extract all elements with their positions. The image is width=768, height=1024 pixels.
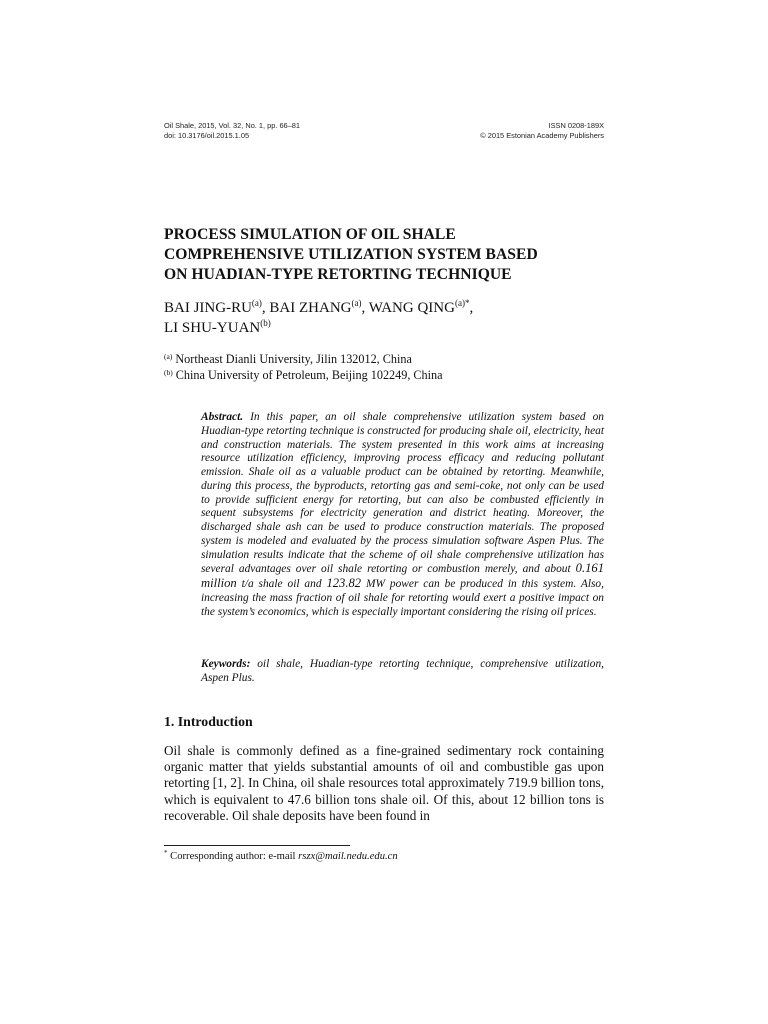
- footnote: [164, 850, 604, 863]
- footnote-text: Corresponding author: e-mail: [170, 851, 296, 862]
- author-affil-mark: (a)*: [454, 298, 470, 308]
- abstract-value: 0.161 million: [201, 561, 604, 590]
- abstract-text: MW power can be produced in this system. Also, increasing the mass fraction of oil shale for retorting would exert a positive impact on the system’s economics, which is especially important considering the rising oil prices.: [201, 578, 604, 618]
- author-name: WANG QING: [368, 300, 455, 316]
- title-line-3: ON HUADIAN-TYPE RETORTING TECHNIQUE: [164, 266, 512, 283]
- copyright: © 2015 Estonian Academy Publishers: [480, 130, 604, 140]
- affiliation-b: [164, 367, 604, 383]
- section-heading: 1. Introduction: [164, 714, 253, 729]
- affiliation-mark: (a): [164, 352, 173, 361]
- paper-title: [164, 225, 604, 285]
- author-name: BAI JING-RU: [164, 300, 252, 316]
- keywords-text: oil shale, Huadian-type retorting technique, comprehensive utilization, Aspen Plus.: [201, 658, 604, 684]
- author-affil-mark: (a): [351, 298, 362, 308]
- doi: doi: 10.3176/oil.2015.1.05: [164, 130, 250, 140]
- journal-citation: Oil Shale, 2015, Vol. 32, No. 1, pp. 66–81: [164, 121, 301, 130]
- abstract-text: t/a shale oil and: [241, 578, 322, 590]
- affiliations: [164, 351, 604, 383]
- journal-header: [164, 121, 604, 140]
- abstract-value: 123.82: [326, 576, 362, 590]
- author-list: [164, 298, 604, 338]
- footnote-email: rszx@mail.nedu.edu.cn: [298, 851, 398, 862]
- affiliation-mark: (b): [164, 368, 173, 377]
- issn: ISSN 0208-189X: [548, 121, 604, 130]
- keywords-label: Keywords:: [201, 658, 251, 670]
- footnote-mark: *: [164, 849, 168, 857]
- header-row-1: [164, 121, 604, 131]
- abstract-text: In this paper, an oil shale comprehensive utilization system based on Huadian-type retorting technique is constructed for producing shale oil, electricity, heat and construction materials. The system presented in this work aims at increasing resource utilization efficiency, improving process efficacy and reducing pollutant emission. Shale oil as a valuable product can be obtained by retorting. Meanwhile, during this process, the byproducts, retorting gas and semi-coke, not only can be used to provide sufficient energy for retorting, but can also be combusted efficiently in sequent subsystems for electricity generation and district heating. Moreover, the discharged shale ash can be used to produce construction materials. The proposed system is modeled and evaluated by the process simulation software Aspen Plus. The simulation results indicate that the scheme of oil shale comprehensive utilization has several advantages over oil shale retorting or combustion merely, and about: [201, 411, 604, 576]
- author-line-1: BAI JING-RU$^{(a)}$, BAI ZHANG$^{(a)}$, WANG $QING^{(a)*}$,: [164, 298, 474, 316]
- affiliation-text: Northeast Dianli University, Jilin 132012, China: [175, 352, 412, 366]
- keywords: [201, 657, 604, 685]
- footnote-divider: [164, 845, 350, 846]
- abstract-label: Abstract.: [201, 411, 244, 423]
- author-affil-mark: (b): [260, 318, 271, 328]
- affiliation-text: China University of Petroleum, Beijing 102249, China: [175, 368, 443, 382]
- author-affil-mark: (a): [251, 298, 262, 308]
- title-line-2: COMPREHENSIVE UTILIZATION SYSTEM BASED: [164, 246, 538, 263]
- author-name: LI SHU-YUAN: [164, 320, 261, 336]
- abstract: [201, 411, 604, 619]
- author-name: BAI ZHANG: [269, 300, 352, 316]
- header-row-2: [164, 131, 604, 141]
- author-line-2: [164, 318, 604, 338]
- intro-paragraph: Oil shale is commonly defined as a fine-grained sedimentary rock containing organic matter that yields substantial amounts of oil and combustible gas upon retorting [1, 2]. In China, oil shale resources total approximately 719.9 billion tons, which is equivalent to 47.6 billion tons shale oil. Of this, about 12 billion tons is recoverable. Oil shale deposits have been found in: [164, 743, 604, 823]
- title-line-1: PROCESS SIMULATION OF OIL SHALE: [164, 226, 456, 243]
- affiliation-a: [164, 351, 604, 367]
